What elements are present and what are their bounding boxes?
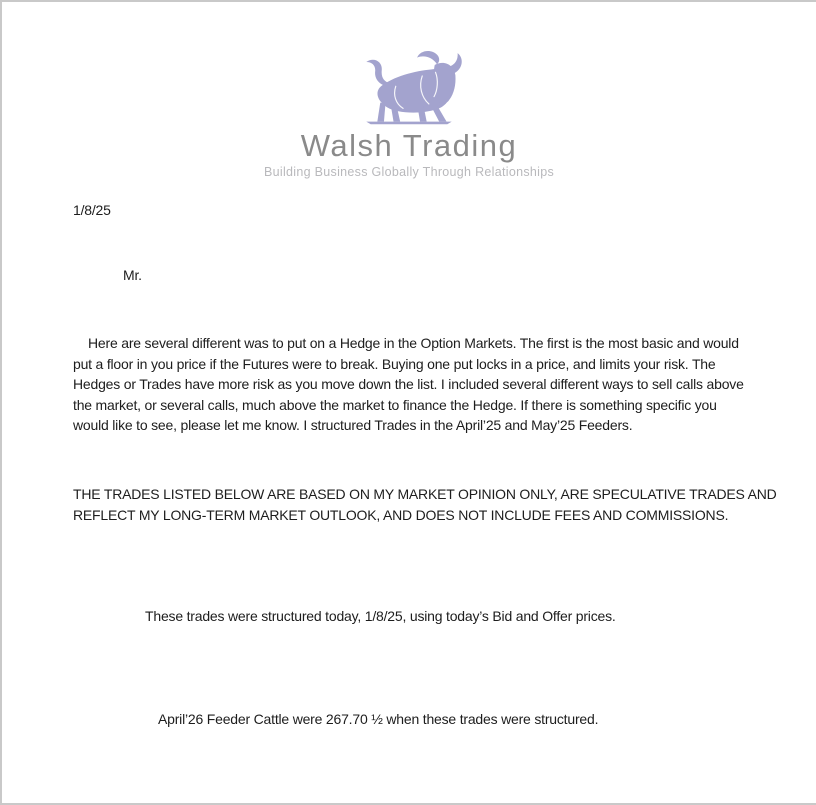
intro-paragraph <box>73 333 744 436</box>
paragraph-line: Hedges or Trades have more risk as you move down the list. I included several different ways to sell calls above <box>73 376 744 393</box>
paragraph-line: put a floor in you price if the Futures were to break. Buying one put locks in a price, and limits your risk. The <box>73 355 716 372</box>
logo-wordmark: Walsh Trading <box>300 128 518 163</box>
salutation: Mr. <box>123 267 142 283</box>
price-note: April’26 Feeder Cattle were 267.70 ½ when these trades were structured. <box>158 711 599 727</box>
paragraph-line: Here are several different was to put on a Hedge in the Option Markets. The first is the most basic and would <box>88 335 739 351</box>
paragraph-line: REFLECT MY LONG-TERM MARKET OUTLOOK, AND DOES NOT INCLUDE FEES AND COMMISSIONS. <box>73 507 729 523</box>
structured-note: These trades were structured today, 1/8/25, using today’s Bid and Offer prices. <box>145 608 616 624</box>
paragraph-line: THE TRADES LISTED BELOW ARE BASED ON MY MARKET OPINION ONLY, ARE SPECULATIVE TRADES AND <box>73 486 777 502</box>
disclaimer-paragraph <box>73 484 777 526</box>
paragraph-line: would like to see, please let me know. I structured Trades in the April’25 and May’25 Feeders. <box>73 417 633 434</box>
letter-date: 1/8/25 <box>73 202 111 218</box>
logo-tagline: Building Business Globally Through Relationships <box>263 165 555 179</box>
bull-icon <box>350 48 468 134</box>
paragraph-line: the market, or several calls, much above the market to finance the Hedge. If there is something specific you <box>73 396 717 413</box>
